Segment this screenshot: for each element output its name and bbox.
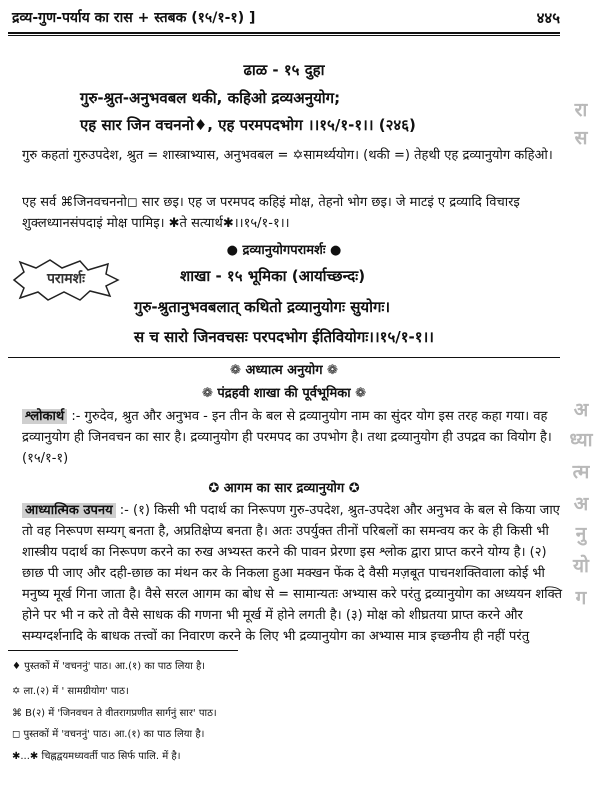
paramarsha-line-2: गुरु-श्रुतानुभवबलात् कथितो द्रव्यानुयोगः सुयोगः। <box>134 298 391 316</box>
paramarsha-badge <box>10 258 122 302</box>
margin-label-bottom-7: ग <box>575 587 587 609</box>
margin-label-bottom-5: नु <box>575 523 587 545</box>
paramarsha-line-1: शाखा - १५ भूमिका (आर्याच्छन्दः) <box>180 267 366 285</box>
adhyatma-subheading: ❁ पंद्रहवी शाखा की पूर्वभूमिका ❁ <box>201 386 366 401</box>
footnote-1: ♦ पुस्तकों में 'वचननुं' पाठ। आ.(१) का पाठ लिया है। <box>12 661 206 672</box>
verse-line-1: गुरु-श्रुत-अनुभवबल थकी, कहिओ द्रव्यअनुयोग; <box>80 89 341 107</box>
footnote-2: ✡ ला.(२) में ' सामग्रीयोग' पाठ। <box>12 686 129 697</box>
margin-label-top-1: रा <box>574 99 588 121</box>
page-number: ४४५ <box>536 9 560 27</box>
footnote-5: ✱...✱ चिह्नद्वयमध्यवर्ती पाठ सिर्फ पालि. में है। <box>12 751 181 762</box>
header-rule-thin <box>8 35 560 36</box>
upanay-text: :- (१) किसी भी पदार्थ का निरूपण गुरु-उपदेश, श्रुत-उपदेश और अनुभव के बल से किया जाए तो वह निरूपण सम्यग् बनता है, अप्रतिक्षेप्य बनता है। अतः उपर्युक्त तीनों परिबलों का समन्वय कर के ही किसी भी शास्त्रीय पदार्थ का निरूपण करने का रुख अभ्यस्त करने की पावन प्रेरणा इस श्लोक द्वारा प्राप्त करने योग्य है। (२) छाछ पी जाए और दही-छाछ का मंथन कर के निकला हुआ मक्खन फेंक दे वैसी मज़बूत पाचनशक्तिवाला कोई भी मनुष्य मूर्ख गिना जाता है। वैसे सरल आगम का बोध से = सामान्यतः अभ्यास करे परंतु द्रव्यानुयोग का अध्ययन शक्ति होने पर भी न करे तो वैसे साधक की गणना भी मूर्ख में होने लगती है। (३) मोक्ष को शीघ्रतया प्राप्त करने और सम्यग्दर्शनादि के बाधक तत्त्वों का निवारण करने के लिए भी द्रव्यानुयोग का अभ्यास मात्र इच्छनीय ही नहीं परंतु <box>22 503 562 644</box>
adhyatma-heading: ❁ अध्यात्म अनुयोग ❁ <box>230 363 338 378</box>
footnote-rule <box>8 650 238 651</box>
margin-label-bottom-3: त्म <box>572 461 590 483</box>
section-divider <box>8 357 560 358</box>
margin-label-top-2: स <box>574 127 588 149</box>
shlokartha-text: :- गुरुदेव, श्रुत और अनुभव - इन तीन के बल से द्रव्यानुयोग नाम का सुंदर योग इस तरह कहा गया। वह द्रव्यानुयोग ही जिनवचन का सार है। द्रव्यानुयोग ही परमपद का उपभोग है। तथा द्रव्यानुयोग ही उपद्रव का वियोग है। (१५/१-१) <box>22 409 552 466</box>
margin-label-bottom-1: अ <box>573 399 589 421</box>
shlokartha-tag: श्लोकार्थ <box>22 409 67 424</box>
margin-label-bottom-6: यो <box>573 555 589 577</box>
badge-text: परामर्शः <box>46 271 86 287</box>
agam-section-heading: ✪ आगम का सार द्रव्यानुयोग ✪ <box>208 481 360 496</box>
paramarsha-line-3: स च सारो जिनवचसः परपदभोग ईतिवियोगः।।१५/१-१।। <box>134 328 434 346</box>
running-title: द्रव्य-गुण-पर्याय का रास + स्तबक (१५/१-१) ] <box>12 10 256 26</box>
header-rule <box>8 32 560 34</box>
margin-label-bottom-4: अ <box>573 493 589 515</box>
gloss-paragraph-1: गुरु कहतां गुरुउपदेश, श्रुत = शास्त्राभ्यास, अनुभवबल = ✡सामर्थ्ययोग। (थकी =) तेहथी एह द्रव्यानुयोग कहिओ। <box>22 148 553 163</box>
gloss-paragraph-2: एह सर्व ⌘जिनवचननो◻ सार छइ। एह ज परमपद कहिइं मोक्ष, तेहनो भोग छइ। जे माटइं ए द्रव्यादि विचारइ शुक्लध्यानसंपदाइं मोक्ष पामिइ। ✱ते सत्यार्थ✱।।१५/१-१।। <box>22 195 520 231</box>
margin-label-bottom-2: ध्या <box>569 429 593 451</box>
shlokartha-paragraph <box>22 406 562 469</box>
section-title: ढाळ - १५ दुहा <box>243 61 325 79</box>
upanay-tag: आध्यात्मिक उपनय <box>22 503 116 518</box>
verse-line-2: एह सार जिन वचननो♦, एह परमपदभोग ।।१५/१-१।। (२४६) <box>80 116 416 134</box>
paramarsha-subtitle: ● द्रव्यानुयोगपरामर्शः ● <box>226 243 342 258</box>
upanay-paragraph <box>22 500 562 647</box>
footnote-4: ◻ पुस्तकों में 'वचननुं' पाठ। आ.(१) का पाठ लिया है। <box>12 729 205 740</box>
footnote-3: ⌘ B(२) में 'जिनवचन ते वीतरागप्रणीत सार्गनुं सार' पाठ। <box>12 708 217 719</box>
